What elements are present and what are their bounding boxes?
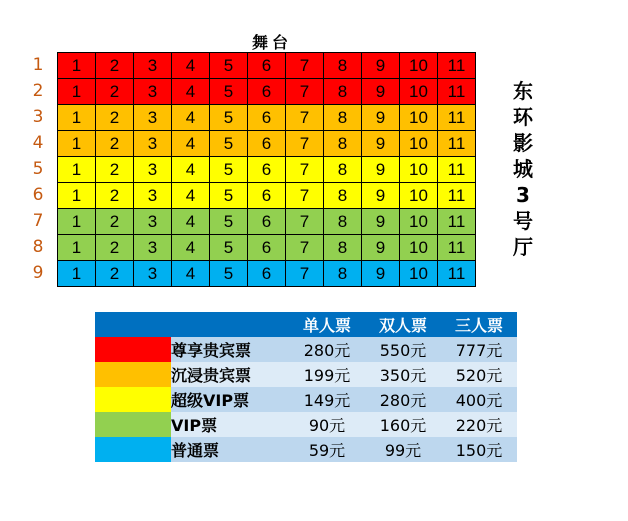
row-number: 8	[32, 237, 44, 257]
seat-row	[58, 261, 476, 287]
seat[interactable]: 5	[210, 131, 248, 157]
seat[interactable]: 9	[362, 105, 400, 131]
seat[interactable]: 3	[134, 261, 172, 287]
seat[interactable]: 9	[362, 209, 400, 235]
seat[interactable]: 7	[286, 209, 324, 235]
seat[interactable]: 5	[210, 183, 248, 209]
seat[interactable]: 2	[96, 105, 134, 131]
seat[interactable]: 7	[286, 131, 324, 157]
seat[interactable]: 2	[96, 131, 134, 157]
seat[interactable]: 11	[438, 183, 476, 209]
seat[interactable]: 1	[58, 131, 96, 157]
seat[interactable]: 9	[362, 157, 400, 183]
row-number: 2	[32, 81, 44, 101]
seat[interactable]: 5	[210, 261, 248, 287]
seat[interactable]: 5	[210, 209, 248, 235]
price-row	[95, 412, 517, 437]
price-row	[95, 362, 517, 387]
price-value: 90元	[289, 412, 365, 437]
seat[interactable]: 1	[58, 105, 96, 131]
seat[interactable]: 2	[96, 235, 134, 261]
seat[interactable]: 9	[362, 131, 400, 157]
price-value: 149元	[289, 387, 365, 412]
seat[interactable]: 10	[400, 105, 438, 131]
seat[interactable]: 6	[248, 235, 286, 261]
seat[interactable]: 8	[324, 209, 362, 235]
seat[interactable]: 7	[286, 157, 324, 183]
seat[interactable]: 5	[210, 235, 248, 261]
seat[interactable]: 6	[248, 209, 286, 235]
tier-color-swatch	[95, 412, 171, 437]
seat[interactable]: 4	[172, 157, 210, 183]
cinema-name-char: 东	[513, 79, 533, 103]
seat-row	[58, 131, 476, 157]
seat[interactable]: 6	[248, 79, 286, 105]
seat[interactable]: 1	[58, 79, 96, 105]
seat[interactable]: 9	[362, 53, 400, 79]
seat[interactable]: 1	[58, 53, 96, 79]
seat[interactable]: 11	[438, 105, 476, 131]
seat[interactable]: 6	[248, 157, 286, 183]
seat[interactable]: 6	[248, 105, 286, 131]
seat[interactable]: 11	[438, 79, 476, 105]
seat[interactable]: 8	[324, 183, 362, 209]
seat[interactable]: 3	[134, 105, 172, 131]
row-number: 4	[32, 133, 44, 153]
stage-label: 舞台	[251, 33, 292, 52]
cinema-name-char: 城	[513, 157, 533, 181]
seat[interactable]: 4	[172, 183, 210, 209]
seat[interactable]: 1	[58, 235, 96, 261]
seat[interactable]: 6	[248, 131, 286, 157]
seat[interactable]: 1	[58, 261, 96, 287]
seat[interactable]: 10	[400, 183, 438, 209]
cinema-name-char: 影	[513, 131, 533, 155]
seat[interactable]: 11	[438, 261, 476, 287]
price-value: 280元	[365, 387, 441, 412]
seat[interactable]: 4	[172, 261, 210, 287]
tier-name: 普通票	[171, 437, 289, 462]
seat[interactable]: 2	[96, 53, 134, 79]
seat[interactable]: 3	[134, 235, 172, 261]
seat[interactable]: 6	[248, 183, 286, 209]
seat[interactable]: 10	[400, 261, 438, 287]
header-double: 双人票	[365, 312, 441, 337]
seat[interactable]: 7	[286, 235, 324, 261]
seat-row	[58, 183, 476, 209]
seat[interactable]: 3	[134, 209, 172, 235]
price-value: 199元	[289, 362, 365, 387]
seat[interactable]: 4	[172, 209, 210, 235]
header-triple: 三人票	[441, 312, 517, 337]
seat[interactable]: 3	[134, 131, 172, 157]
price-value: 59元	[289, 437, 365, 462]
seat[interactable]: 7	[286, 183, 324, 209]
tier-color-swatch	[95, 337, 171, 362]
cinema-name-char: 3	[516, 183, 530, 207]
price-value: 160元	[365, 412, 441, 437]
seat-map	[57, 52, 476, 287]
tier-color-swatch	[95, 437, 171, 462]
seat[interactable]: 8	[324, 131, 362, 157]
price-value: 99元	[365, 437, 441, 462]
seat[interactable]: 11	[438, 157, 476, 183]
header-tier-column	[171, 312, 289, 337]
seat[interactable]: 8	[324, 157, 362, 183]
seat[interactable]: 1	[58, 209, 96, 235]
seat[interactable]: 4	[172, 53, 210, 79]
seat[interactable]: 4	[172, 105, 210, 131]
cinema-name-char: 环	[513, 105, 533, 129]
tier-name: 尊享贵宾票	[171, 337, 289, 362]
seat-row	[58, 209, 476, 235]
seat[interactable]: 5	[210, 157, 248, 183]
tier-color-swatch	[95, 387, 171, 412]
seat[interactable]: 1	[58, 157, 96, 183]
price-value: 350元	[365, 362, 441, 387]
seat[interactable]: 11	[438, 131, 476, 157]
seat[interactable]: 8	[324, 53, 362, 79]
seat[interactable]: 9	[362, 79, 400, 105]
price-row	[95, 387, 517, 412]
seat[interactable]: 1	[58, 183, 96, 209]
seat[interactable]: 8	[324, 105, 362, 131]
seat[interactable]: 2	[96, 79, 134, 105]
row-number: 3	[32, 107, 44, 127]
seat[interactable]: 7	[286, 79, 324, 105]
seat-row	[58, 157, 476, 183]
header-single: 单人票	[289, 312, 365, 337]
seat[interactable]: 10	[400, 157, 438, 183]
price-value: 520元	[441, 362, 517, 387]
seat[interactable]: 11	[438, 53, 476, 79]
seat[interactable]: 10	[400, 235, 438, 261]
seat[interactable]: 11	[438, 209, 476, 235]
seat-row	[58, 105, 476, 131]
price-value: 150元	[441, 437, 517, 462]
tier-name: 沉浸贵宾票	[171, 362, 289, 387]
seat[interactable]: 5	[210, 53, 248, 79]
price-value: 220元	[441, 412, 517, 437]
seat[interactable]: 9	[362, 183, 400, 209]
seat[interactable]: 4	[172, 131, 210, 157]
seat[interactable]: 3	[134, 157, 172, 183]
seat[interactable]: 4	[172, 235, 210, 261]
cinema-hall-name	[506, 78, 540, 260]
seat[interactable]: 2	[96, 183, 134, 209]
seat[interactable]: 6	[248, 261, 286, 287]
row-number: 1	[32, 55, 44, 75]
seat[interactable]: 4	[172, 79, 210, 105]
seat-row	[58, 53, 476, 79]
seat[interactable]: 3	[134, 53, 172, 79]
price-table-header	[95, 312, 517, 337]
price-value: 777元	[441, 337, 517, 362]
seat[interactable]: 2	[96, 157, 134, 183]
seat[interactable]: 3	[134, 79, 172, 105]
cinema-name-char: 号	[513, 209, 533, 233]
price-value: 280元	[289, 337, 365, 362]
seat[interactable]: 5	[210, 79, 248, 105]
seat[interactable]: 10	[400, 53, 438, 79]
seat[interactable]: 7	[286, 105, 324, 131]
row-number: 6	[32, 185, 44, 205]
row-number: 5	[32, 159, 44, 179]
tier-color-swatch	[95, 362, 171, 387]
seat[interactable]: 10	[400, 131, 438, 157]
tier-name: 超级VIP票	[171, 387, 289, 412]
seat[interactable]: 3	[134, 183, 172, 209]
price-table	[95, 312, 517, 462]
seat[interactable]: 7	[286, 53, 324, 79]
tier-name: VIP票	[171, 412, 289, 437]
seat[interactable]: 6	[248, 53, 286, 79]
seat[interactable]: 10	[400, 79, 438, 105]
seat-row	[58, 79, 476, 105]
seat[interactable]: 8	[324, 235, 362, 261]
row-number: 7	[32, 211, 44, 231]
seat[interactable]: 9	[362, 261, 400, 287]
price-value: 550元	[365, 337, 441, 362]
header-color-column	[95, 312, 171, 337]
row-number: 9	[32, 263, 44, 283]
seat[interactable]: 2	[96, 209, 134, 235]
cinema-name-char: 厅	[513, 235, 533, 259]
seat[interactable]: 8	[324, 261, 362, 287]
seat-row	[58, 235, 476, 261]
seat[interactable]: 7	[286, 261, 324, 287]
seat[interactable]: 8	[324, 79, 362, 105]
price-row	[95, 437, 517, 462]
seat[interactable]: 5	[210, 105, 248, 131]
seat[interactable]: 9	[362, 235, 400, 261]
seat[interactable]: 10	[400, 209, 438, 235]
seat[interactable]: 11	[438, 235, 476, 261]
seat[interactable]: 2	[96, 261, 134, 287]
price-value: 400元	[441, 387, 517, 412]
price-row	[95, 337, 517, 362]
